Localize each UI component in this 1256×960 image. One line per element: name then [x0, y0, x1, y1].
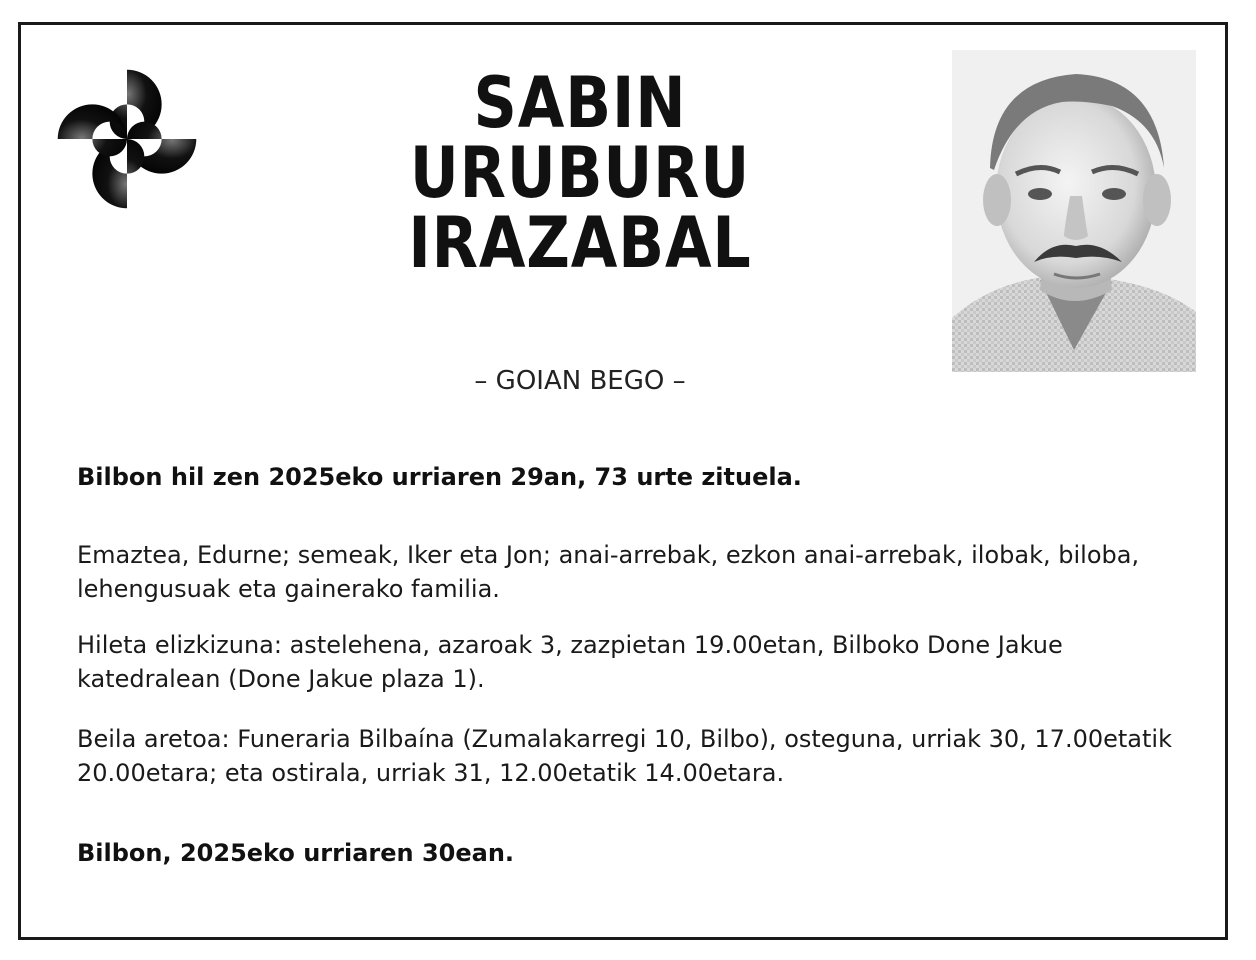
- portrait-photo: [952, 50, 1196, 372]
- lauburu-icon: [50, 62, 204, 216]
- closing-line: Bilbon, 2025eko urriaren 30ean.: [77, 839, 515, 867]
- portrait-image: [952, 50, 1196, 372]
- surname-1: URUBURU: [409, 132, 751, 214]
- first-name: SABIN: [473, 62, 687, 144]
- funeral-paragraph: Hileta elizkizuna: astelehena, azaroak 3, zazpietan 19.00etan, Bilboko Done Jakue katedralean (Done Jakue plaza 1).: [77, 631, 1063, 693]
- deceased-name: [370, 62, 790, 284]
- death-line: Bilbon hil zen 2025eko urriaren 29an, 73 urte zituela.: [77, 463, 802, 491]
- family-paragraph: Emaztea, Edurne; semeak, Iker eta Jon; anai-arrebak, ezkon anai-arrebak, ilobak, biloba, lehengusuak eta gainerako familia.: [77, 541, 1140, 603]
- surname-2: IRAZABAL: [408, 202, 752, 284]
- motto: – GOIAN BEGO –: [474, 366, 686, 396]
- wake-paragraph: Beila aretoa: Funeraria Bilbaína (Zumalakarregi 10, Bilbo), osteguna, urriak 30, 17.00etatik 20.00etara; eta ostirala, urriak 31, 12.00etatik 14.00etara.: [77, 725, 1172, 787]
